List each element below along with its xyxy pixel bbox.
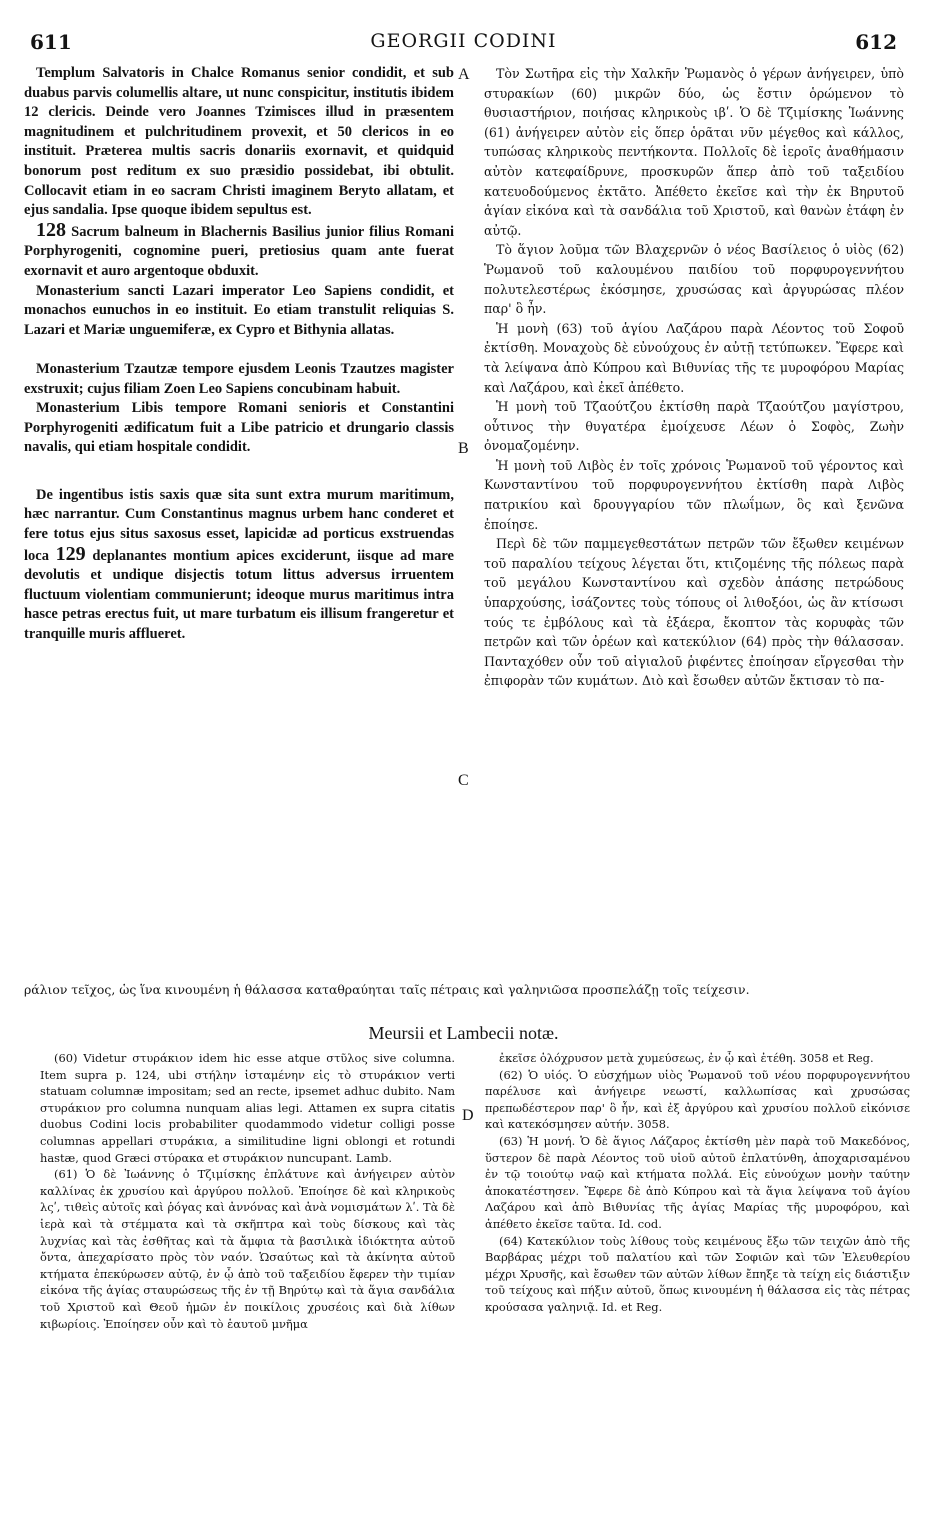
margin-marker-d: D [462, 1107, 474, 1124]
latin-paragraph-text: Sacrum balneum in Blachernis Basilius junior filius Romani Porphyrogeniti, cognomine pueri, pretiosius quam ante fuerat exornavit et auro argentoque obduxit. [24, 223, 454, 279]
greek-paragraph: Περὶ δὲ τῶν παμμεγεθεστάτων πετρῶν τῶν ἔξωθεν κειμένων τοῦ παραλίου τείχους λέγεται ὅτι, κτιζομένης τῆς πόλεως παρὰ τοῦ μεγάλου Κωνσταντίνου καὶ σχεδὸν ἁπάσης πετρώδους ὑπαρχούσης, ἰσάζοντες τοὺς τόπους οἱ λιθοξόοι, ὡς ἂν κτίσωσι τούς τε ἐμβόλους καὶ τὰ ἐξάερα, ἔκοπτον τὰς κορυφὰς τῶν πετρῶν καὶ τῶν ὀρέων καὶ κατεκύλιον (64) πρὸς τὴν θάλασσαν. Πανταχόθεν οὖν τοῦ αἰγιαλοῦ ῥιφέντες ἐποίησαν εἴργεσθαι τὴν ἐπιφορὰν τῶν κυμάτων. Διὸ καὶ ἔσωθεν αὐτῶν ἔκτισαν τὸ πα- [484, 536, 904, 689]
page-header [30, 30, 897, 60]
footnote: (63) Ἡ μονή. Ὁ δὲ ἅγιος Λάζαρος ἐκτίσθη μὲν παρὰ τοῦ Μακεδόνος, ὕστερον δὲ παρὰ Λέοντος τοῦ υἱοῦ αὐτοῦ ἐπλατύνθη, ἀποχαρισαμένου ἐν τῷ τοιούτῳ ναῷ καὶ κτήματα πολλά. Εἰς εὐνούχων μονὴν ταύτην ἀποκατέστησεν. Ἔφερε δὲ ἀπὸ Κύπρου καὶ τὰ ἅγια λείψανα τοῦ ἁγίου Λαζάρου καὶ ἀπὸ Βιθυνίας τῆς ἁγίας Μαρίας τῆς μυροφόρου, καὶ ἀπέθετο ἐκεῖσε ταῦτα. Id. cod. [485, 1133, 910, 1231]
page-number-left: 611 [30, 30, 72, 54]
notes-heading: Meursii et Lambecii notæ. [368, 1023, 559, 1043]
greek-paragraph: Ἡ μονὴ τοῦ Τζαούτζου ἐκτίσθη παρὰ Τζαούτζου μαγίστρου, οὗτινος τὴν θυγατέρα ἐμοίχευσε Λέων ὁ Σοφὸς, Ζωὴν ὀνομαζομένην. [484, 399, 904, 454]
spacer [24, 458, 454, 486]
latin-paragraph: Templum Salvatoris in Chalce Romanus senior condidit, et sub duabus parvis columellis altare, ut nunc conspicitur, institutis ibidem 12 clericis. Deinde vero Joannes Tzimisces illud in præsentem magnitudinem et pulchritudinem provexit, et 50 clericos in eo instituit. Præterea multis sacris donariis exornavit, et quidquid bonorum post reditum ex suo præsidio possidebat, ibi obtulit. Collocavit etiam in eo sacram Christi imaginem Beryto allatam, et ejus sandalia. Ipse quoque ibidem sepultus est. [24, 65, 454, 219]
section-number: 128 [36, 218, 66, 241]
footnote: (60) Videtur στυράκιον idem hic esse atque στῦλος sive columna. Item supra p. 124, ubi στήλην ἱσταμένην εἰς τὸ στυράκιον verti statuam columnæ impositam; sed an recte, ipsemet adhuc dubito. Nam στυράκιον pro columna nunquam alias legi. Attamen ex supra citatis duobus Codini locis probabiliter quodammodo videtur colligi posse columnas appellari στυράκια, a similitudine ligni oblongi et rotundi hastæ, quod Græci στύρακα et στυράκιον nuncupant. Lamb. [40, 1051, 455, 1165]
latin-column [24, 64, 454, 645]
latin-paragraph [24, 486, 454, 645]
footnote: (62) Ὁ υἱός. Ὁ εὐσχήμων υἱὸς Ῥωμανοῦ τοῦ νέου πορφυρογεννήτου παρέλυσε καὶ ἀνήγειρε νεωστί, καλλωπίσας καὶ χρυσώσας πρεπωδέστερον παρ' ὃ ἦν, καὶ ἐξ ἀργύρου καὶ χρυσίου πολλοῦ εἰκόνισε καὶ κατεκόσμησεν αὐτήν. 3058. [485, 1067, 910, 1132]
greek-paragraph: Ἡ μονὴ τοῦ Λιβὸς ἐν τοῖς χρόνοις Ῥωμανοῦ τοῦ γέροντος καὶ Κωνσταντίνου τοῦ πορφυρογεννήτου ἐκτίσθη παρὰ Λιβὸς πατρικίου καὶ δρουγγαρίου τῶν πλωΐμων, ὃς καὶ ξενῶνα ἐποίησε. [484, 457, 904, 532]
latin-paragraph: Monasterium sancti Lazari imperator Leo Sapiens condidit, et monachos eunuchos in eo instituit. Eo etiam transtulit reliquias S. Lazari et Mariæ unguemiferæ, ex Cypro et Bithynia allatas. [24, 282, 454, 338]
notes-left-column [40, 1050, 455, 1332]
margin-marker-c: C [458, 772, 469, 789]
notes-right-column [485, 1050, 910, 1316]
greek-paragraph: Τὸν Σωτῆρα εἰς τὴν Χαλκῆν Ῥωμανὸς ὁ γέρων ἀνήγειρεν, ὑπὸ στυρακίων (60) μικρῶν δύο, ὡς ἔστιν ὁρώμενον τὸ θυσιαστήριον, ποιήσας κληρικοὺς ιβʹ. Ὁ δὲ Τζιμίσκης Ἰωάννης (61) ἀνήγειρεν αὐτὸν εἰς ὅπερ ὁρᾶται νῦν μέγεθος καὶ κάλλος, τυπώσας κληρικοὺς πεντήκοντα. Πολλοῖς δὲ ἱεροῖς ἀναθήμασιν αὐτὸν κατεφαίδρυνε, προσκυρῶν ἅπερ ἀπὸ τοῦ ταξειδίου κατευοδούμενος ἐκτᾶτο. Ἀπέθετο ἐκεῖσε καὶ τὴν ἐκ Βηρυτοῦ ἁγίαν εἰκόνα καὶ τὰ σανδάλια τοῦ Χριστοῦ, καὶ θανὼν ἐτάφη ἐν αὐτῷ. [484, 66, 904, 238]
latin-paragraph [24, 218, 454, 282]
margin-marker-b: B [458, 440, 469, 457]
section-number: 129 [55, 542, 86, 565]
latin-paragraph-text: deplanantes montium apices exciderunt, iisque ad mare devolutis et undique disjectis totum littus adversus irruentem fluctuum violentiam communierunt; ideoque murus maritimus intra hasce petras erectus fuit, ut mare turbatum eis illisum frangeretur et tranquille muris afflueret. [24, 547, 454, 643]
spacer [24, 340, 454, 360]
latin-paragraph: Monasterium Libis tempore Romani senioris et Constantini Porphyrogeniti ædificatum fuit a Libe patricio et drungario classis navalis, qui etiam hospitale condidit. [24, 400, 454, 456]
margin-marker-a: A [458, 66, 470, 83]
footnote: ἐκεῖσε ὁλόχρυσον μετὰ χυμεύσεως, ἐν ᾧ καὶ ἐτέθη. 3058 et Reg. [499, 1051, 874, 1065]
page-number-right: 612 [855, 30, 897, 54]
greek-paragraph: Ἡ μονὴ (63) τοῦ ἁγίου Λαζάρου παρὰ Λέοντος τοῦ Σοφοῦ ἐκτίσθη. Μοναχοὺς δὲ εὐνούχους ἐν αὐτῇ τετύπωκεν. Ἔφερε καὶ τὰ λείψανα ἀπὸ Κύπρου καὶ Βιθυνίας τῆς τε μυροφόρου Μαρίας καὶ Λαζάρου, καὶ ἐκεῖ ἀπέθετο. [484, 320, 904, 395]
latin-paragraph: Monasterium Tzautzæ tempore ejusdem Leonis Tzautzes magister exstruxit; cujus filiam Zoen Leo Sapiens concubinam habuit. [24, 360, 454, 397]
footnote: (64) Κατεκύλιον τοὺς λίθους τοὺς κειμένους ἔξω τῶν τειχῶν ἀπὸ τῆς Βαρβάρας μέχρι τοῦ παλατίου καὶ τῶν Σοφιῶν καὶ τῶν Ἐλευθερίου μέχρι Χρυσῆς, καὶ ἔσωθεν τῶν αὐτῶν λίθων ἔπηξε τὰ τείχη εἰς διάστιξιν τοῦ τείχους καὶ πήξιν αὐτοῦ, ὅπως κινουμένη ἡ θάλασσα εἰς τὰς πέτρας κρούσασα γαληνιᾷ. Id. et Reg. [485, 1233, 910, 1314]
greek-column [484, 64, 904, 691]
greek-continuation: ράλιον τεῖχος, ὡς ἵνα κινουμένη ἡ θάλασσα καταθραύηται ταῖς πέτραις καὶ γαληνιῶσα προσπελάζῃ τοῖς τείχεσιν. [24, 982, 750, 997]
footnote: (61) Ὁ δὲ Ἰωάννης ὁ Τζιμίσκης ἐπλάτυνε καὶ ἀνήγειρεν αὐτὸν καλλίνας ἐκ χρυσίου καὶ ἀργύρου πολλοῦ. Ἐποίησε δὲ καὶ κληρικοὺς λςʹ, τιθεὶς αὐτοῖς καὶ ῥόγας καὶ ἀννόνας καὶ ἀνὰ νομισμάτων λʹ. Τὰ δὲ ἱερὰ καὶ τὰ στέμματα καὶ τὰ σκῆπτρα καὶ τοὺς δίσκους καὶ τὰς λυχνίας καὶ τὰς ἐσθῆτας καὶ τὰ ἄμφια τὰ βασιλικὰ ἰδιόκτητα αὐτοῦ ὄντα, ἀπεχαρίσατο πρὸς τὸν ναόν. Ὡσαύτως καὶ τὰ ἀκίνητα αὐτοῦ κτήματα ἐπεκύρωσεν αὐτῷ, ἐν ᾧ ἀπὸ τοῦ ταξειδίου ἔφερεν τὴν τιμίαν εἰκόνα τῆς ἁγίας σταυρώσεως τῆς ἐν τῇ Βηρύτῳ καὶ τὰ ἅγια σανδάλια τοῦ Χριστοῦ καὶ Θεοῦ ἡμῶν ἐν ποικίλοις χρυσέοις καὶ διὰ λίθων κιβωρίοις. Ἐποίησεν οὖν καὶ τὸ ἑαυτοῦ μνῆμα [40, 1167, 455, 1331]
running-title: GEORGII CODINI [370, 30, 557, 52]
latin-paragraph-text: De ingentibus istis saxis quæ sita sunt extra murum maritimum, hæc narrantur. Cum Constantinus magnus urbem hanc conderet et fere totus ejus situs saxosus esset, lapicidæ ad porticus exstruendas loca [24, 486, 454, 564]
greek-paragraph: Τὸ ἅγιον λοῦμα τῶν Βλαχερνῶν ὁ νέος Βασίλειος ὁ υἱὸς (62) Ῥωμανοῦ τοῦ καλουμένου παιδίου τοῦ πορφυρογεννήτου πολυτελεστέρως ἐκόσμησε, χρυσώσας καὶ ἀργυρώσας πλέον παρ' ὃ ἦν. [484, 242, 904, 317]
